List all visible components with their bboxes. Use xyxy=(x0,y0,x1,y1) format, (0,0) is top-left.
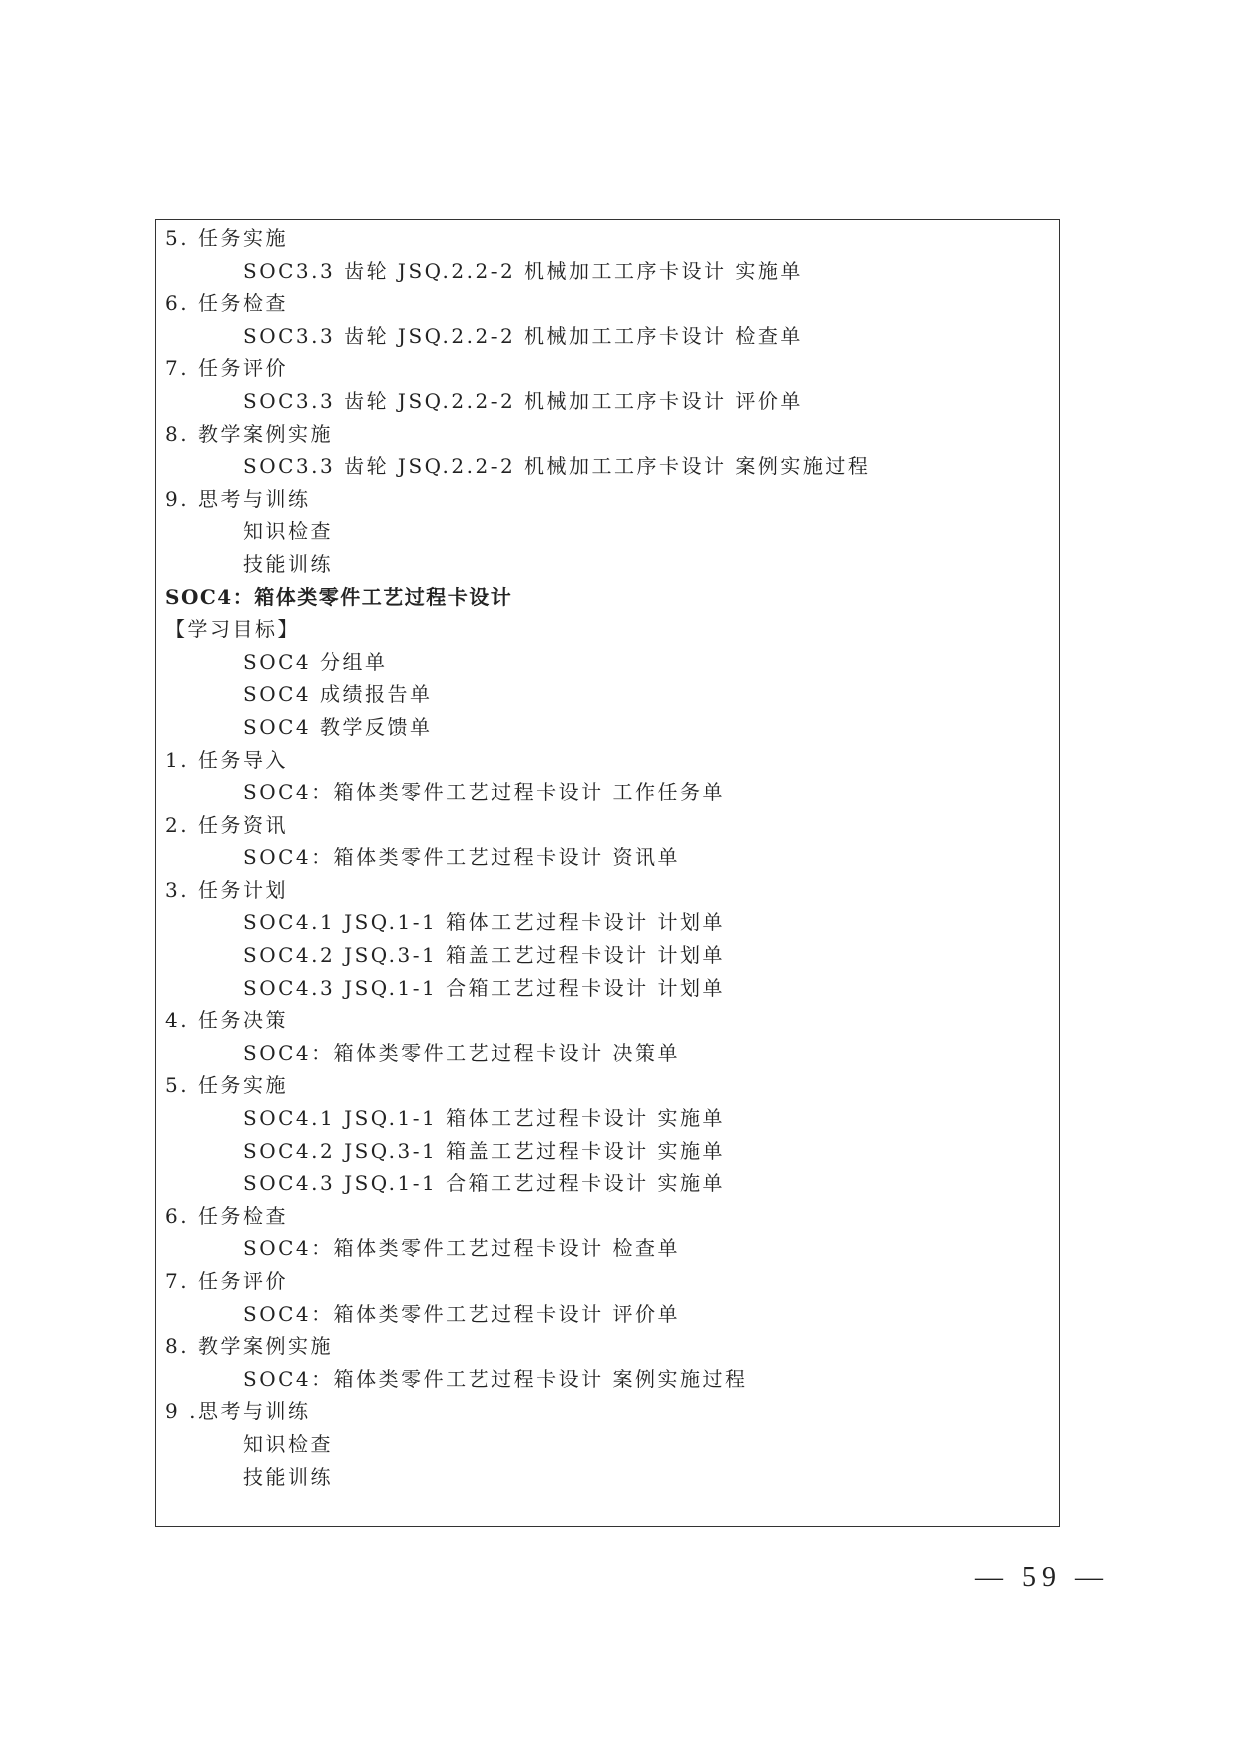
outline-item: 8. 教学案例实施 xyxy=(165,1334,333,1359)
outline-item: 6. 任务检查 xyxy=(165,1203,288,1228)
outline-item: 8. 教学案例实施 xyxy=(165,421,333,446)
outline-subitem: SOC4：箱体类零件工艺过程卡设计 评价单 xyxy=(243,1301,680,1326)
outline-item: 1. 任务导入 xyxy=(165,747,288,772)
outline-subitem: SOC4 教学反馈单 xyxy=(243,714,433,739)
outline-subitem: SOC4 成绩报告单 xyxy=(243,682,433,707)
outline-list xyxy=(165,222,1045,1493)
outline-subitem: SOC4：箱体类零件工艺过程卡设计 决策单 xyxy=(243,1040,680,1065)
outline-item: 4. 任务决策 xyxy=(165,1008,288,1033)
outline-subitem: SOC4.2 JSQ.3-1 箱盖工艺过程卡设计 实施单 xyxy=(243,1138,725,1163)
outline-subitem: 知识检查 xyxy=(243,1431,333,1456)
outline-subitem: SOC4.1 JSQ.1-1 箱体工艺过程卡设计 计划单 xyxy=(243,910,725,935)
section-heading: SOC4：箱体类零件工艺过程卡设计 xyxy=(165,584,513,609)
outline-item: 9 .思考与训练 xyxy=(165,1399,311,1424)
outline-subitem: SOC4：箱体类零件工艺过程卡设计 案例实施过程 xyxy=(243,1366,748,1391)
outline-subitem: SOC4.1 JSQ.1-1 箱体工艺过程卡设计 实施单 xyxy=(243,1106,725,1131)
outline-item: 9. 思考与训练 xyxy=(165,486,311,511)
outline-subitem: SOC4：箱体类零件工艺过程卡设计 工作任务单 xyxy=(243,780,725,805)
outline-subitem: SOC3.3 齿轮 JSQ.2.2-2 机械加工工序卡设计 案例实施过程 xyxy=(243,454,871,479)
outline-subitem: SOC4：箱体类零件工艺过程卡设计 资讯单 xyxy=(243,845,680,870)
outline-subitem: 知识检查 xyxy=(243,519,333,544)
outline-subitem: SOC4.3 JSQ.1-1 合箱工艺过程卡设计 实施单 xyxy=(243,1171,725,1196)
outline-item: 6. 任务检查 xyxy=(165,291,288,316)
outline-subitem: SOC3.3 齿轮 JSQ.2.2-2 机械加工工序卡设计 检查单 xyxy=(243,323,803,348)
outline-item: 5. 任务实施 xyxy=(165,226,288,250)
outline-subitem: 技能训练 xyxy=(243,1464,333,1489)
page-number: — 59 — xyxy=(975,1562,1109,1593)
outline-item: 2. 任务资讯 xyxy=(165,812,288,837)
outline-item: 7. 任务评价 xyxy=(165,1269,288,1293)
outline-subitem: SOC4：箱体类零件工艺过程卡设计 检查单 xyxy=(243,1236,680,1261)
outline-item: 【学习目标】 xyxy=(165,617,300,642)
outline-subitem: SOC3.3 齿轮 JSQ.2.2-2 机械加工工序卡设计 实施单 xyxy=(243,258,803,283)
outline-subitem: SOC4.2 JSQ.3-1 箱盖工艺过程卡设计 计划单 xyxy=(243,943,725,968)
outline-item: 7. 任务评价 xyxy=(165,356,288,381)
outline-subitem: SOC4 分组单 xyxy=(243,649,388,674)
outline-item: 5. 任务实施 xyxy=(165,1073,288,1098)
outline-item: 3. 任务计划 xyxy=(165,877,288,902)
outline-subitem: SOC3.3 齿轮 JSQ.2.2-2 机械加工工序卡设计 评价单 xyxy=(243,388,803,413)
outline-subitem: 技能训练 xyxy=(243,551,333,576)
outline-subitem: SOC4.3 JSQ.1-1 合箱工艺过程卡设计 计划单 xyxy=(243,975,725,1000)
